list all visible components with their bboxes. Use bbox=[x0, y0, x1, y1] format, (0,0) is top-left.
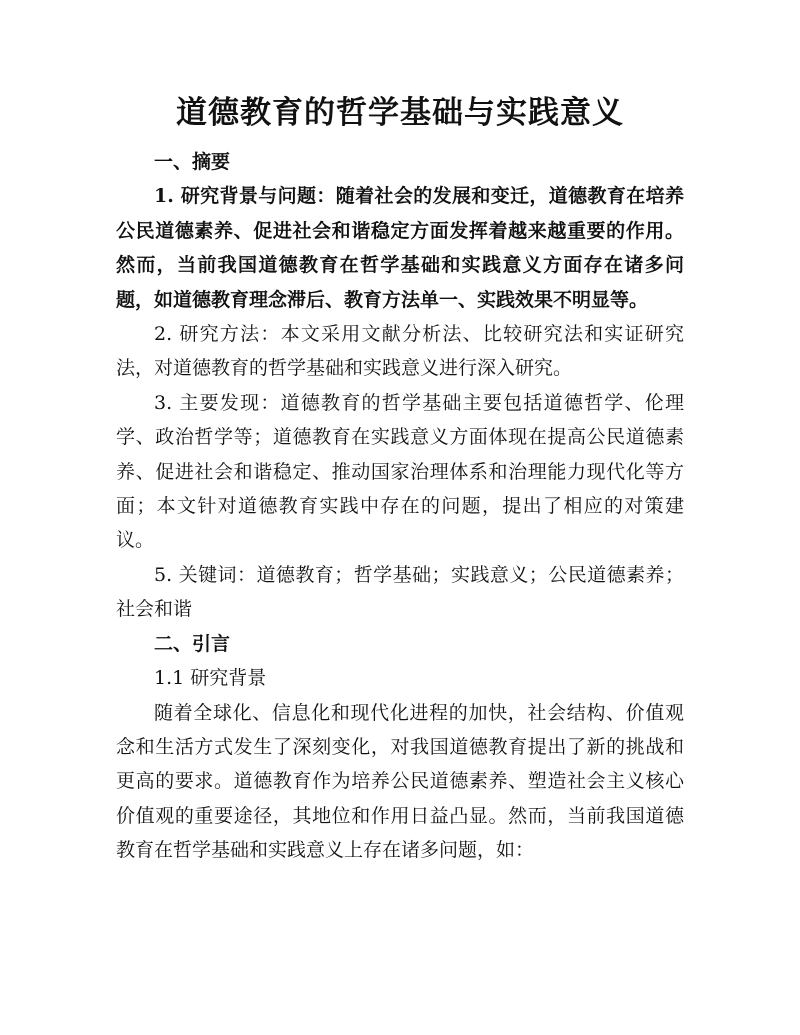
abstract-item-background: 1. 研究背景与问题：随着社会的发展和变迁，道德教育在培养公民道德素养、促进社会和谐稳定方面发挥着越来越重要的作用。然而，当前我国道德教育在哲学基础和实践意义方面存在诸多问题，如道德教育理念滞后、教育方法单一、实践效果不明显等。 bbox=[116, 185, 684, 311]
abstract-item-methods: 2. 研究方法：本文采用文献分析法、比较研究法和实证研究法，对道德教育的哲学基础和实践意义进行深入研究。 bbox=[116, 323, 684, 380]
section-heading-intro: 二、引言 bbox=[154, 632, 231, 655]
document-body bbox=[116, 145, 684, 868]
intro-paragraph: 随着全球化、信息化和现代化进程的加快，社会结构、价值观念和生活方式发生了深刻变化，对我国道德教育提出了新的挑战和更高的要求。道德教育作为培养公民道德素养、塑造社会主义核心价值观的重要途径，其地位和作用日益凸显。然而，当前我国道德教育在哲学基础和实践意义上存在诸多问题，如： bbox=[116, 701, 684, 862]
section-heading-abstract: 一、摘要 bbox=[154, 151, 231, 173]
subsection-heading-background: 1.1 研究背景 bbox=[154, 667, 267, 690]
abstract-item-findings: 3. 主要发现：道德教育的哲学基础主要包括道德哲学、伦理学、政治哲学等；道德教育在实践意义方面体现在提高公民道德素养、促进社会和谐稳定、推动国家治理体系和治理能力现代化等方面；本文针对道德教育实践中存在的问题，提出了相应的对策建议。 bbox=[116, 391, 684, 552]
abstract-item-keywords: 5. 关键词：道德教育；哲学基础；实践意义；公民道德素养；社会和谐 bbox=[116, 563, 684, 621]
document-title: 道德教育的哲学基础与实践意义 bbox=[176, 95, 624, 131]
